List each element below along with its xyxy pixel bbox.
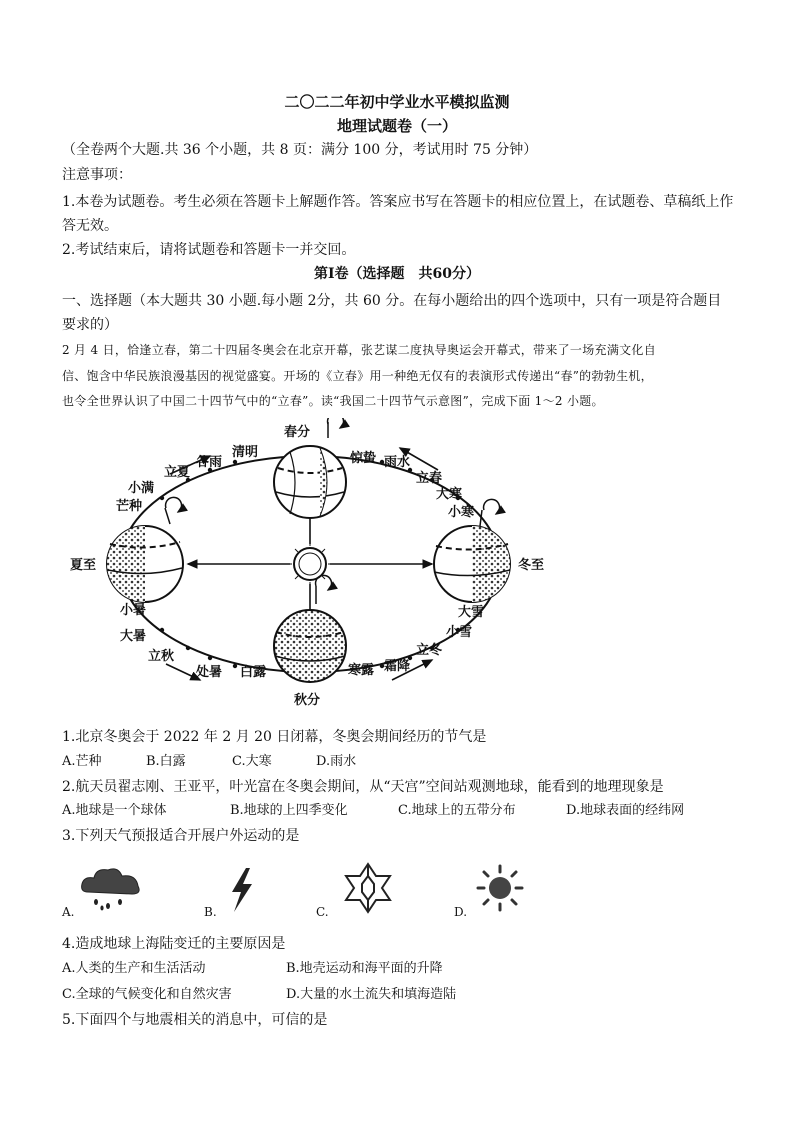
q4-stem: 4.造成地球上海陆变迁的主要原因是	[62, 936, 286, 952]
notes-item-2: 2.考试结束后，请将试题卷和答题卡一并交回。	[62, 242, 356, 258]
q3-option-c[interactable]: C.	[316, 905, 329, 919]
rain-cloud-icon[interactable]	[76, 862, 146, 912]
q4-option-b[interactable]: B.地壳运动和海平面的升降	[286, 961, 443, 976]
label-xiaohan: 小寒	[448, 505, 475, 520]
label-qiufen: 秋分	[294, 693, 321, 708]
passage-line-2: 信、饱含中华民族浪漫基因的视觉盛宴。开场的《立春》用一种绝无仅有的表演形式传递出“春”的勃勃生机，	[62, 369, 653, 383]
label-lidong: 立冬	[416, 643, 443, 658]
label-xiazhi: 夏至	[70, 558, 97, 573]
subject-title: 地理试题卷（一）	[336, 117, 457, 135]
label-chunfen: 春分	[284, 425, 311, 440]
q1-option-d[interactable]: D.雨水	[316, 754, 357, 769]
exam-title: 二〇二二年初中学业水平模拟监测	[284, 93, 510, 111]
q2-option-c[interactable]: C.地球上的五带分布	[398, 803, 516, 818]
label-mangzhong: 芒种	[116, 499, 143, 514]
label-dahan: 大寒	[436, 487, 463, 502]
label-dongzhi: 冬至	[518, 558, 545, 573]
q3-option-b[interactable]: B.	[204, 905, 217, 919]
q2-option-d[interactable]: D.地球表面的经纬网	[566, 803, 685, 818]
sunny-icon[interactable]	[474, 862, 526, 914]
solar-terms-diagram	[70, 418, 560, 718]
q4-option-c[interactable]: C.全球的气候变化和自然灾害	[62, 987, 232, 1002]
sun-icon	[288, 542, 332, 586]
passage-line-3: 也令全世界认识了中国二十四节气中的“立春”。读“我国二十四节气示意图”，完成下面 1～2 小题。	[62, 394, 604, 408]
label-jingzhe: 惊蛰	[350, 451, 377, 466]
q1-option-a[interactable]: A.芒种	[62, 754, 102, 769]
q2-option-a[interactable]: A.地球是一个球体	[62, 803, 167, 818]
label-guyu: 谷雨	[196, 455, 223, 470]
label-qingming: 清明	[232, 445, 259, 460]
q1-stem: 1.北京冬奥会于 2022 年 2 月 20 日闭幕，冬奥会期间经历的节气是	[62, 729, 487, 745]
q2-option-b[interactable]: B.地球的上四季变化	[230, 803, 348, 818]
q1-option-c[interactable]: C.大寒	[232, 754, 272, 769]
q3-option-d[interactable]: D.	[454, 905, 468, 919]
label-bailu: 白露	[240, 665, 267, 680]
label-lichun: 立春	[416, 471, 443, 486]
label-chushu: 处暑	[196, 665, 223, 680]
q3-option-a[interactable]: A.	[62, 905, 75, 919]
label-xiaoman: 小满	[128, 481, 155, 496]
q4-option-a[interactable]: A.人类的生产和生活活动	[62, 961, 206, 976]
q4-option-d[interactable]: D.大量的水土流失和填海造陆	[286, 987, 457, 1002]
q5-stem: 5.下面四个与地震相关的消息中，可信的是	[62, 1012, 328, 1028]
label-yushui: 雨水	[384, 455, 411, 470]
q3-stem: 3.下列天气预报适合开展户外运动的是	[62, 828, 300, 844]
label-daxue: 大雪	[458, 605, 485, 620]
exam-meta: （全卷两个大题.共 36 个小题，共 8 页：满分 100 分，考试用时 75 分钟）	[62, 142, 538, 158]
passage-line-1: 2 月 4 日，恰逢立春，第二十四届冬奥会在北京开幕，张艺谋二度执导奥运会开幕式，带来了一场充满文化自	[62, 343, 657, 357]
section-title: 第Ⅰ卷（选择题 共60分）	[313, 266, 481, 282]
section-intro: 一、选择题（本大题共 30 小题.每小题 2分，共 60 分。在每小题给出的四个选项中，只有一项是符合题目要求的）	[62, 293, 722, 333]
label-liqiu: 立秋	[148, 649, 175, 664]
label-hanlu: 寒露	[348, 663, 375, 678]
snowflake-icon[interactable]	[340, 860, 396, 916]
lightning-icon[interactable]	[224, 866, 260, 914]
q2-stem: 2.航天员翟志刚、王亚平，叶光富在冬奥会期间，从“天宫”空间站观测地球，能看到的地理现象是	[62, 779, 664, 795]
label-shuangjiang: 霜降	[384, 659, 411, 674]
notes-item-1: 1.本卷为试题卷。考生必须在答题卡上解题作答。答案应书写在答题卡的相应位置上，在试题卷、草稿纸上作答无效。	[62, 194, 734, 234]
q1-option-b[interactable]: B.白露	[146, 754, 186, 769]
label-lixia: 立夏	[164, 465, 191, 480]
label-xiaoshu: 小暑	[120, 603, 147, 618]
notes-heading: 注意事项：	[62, 167, 132, 183]
label-xiaoxue: 小雪	[446, 625, 473, 640]
label-dashu: 大暑	[120, 629, 147, 644]
